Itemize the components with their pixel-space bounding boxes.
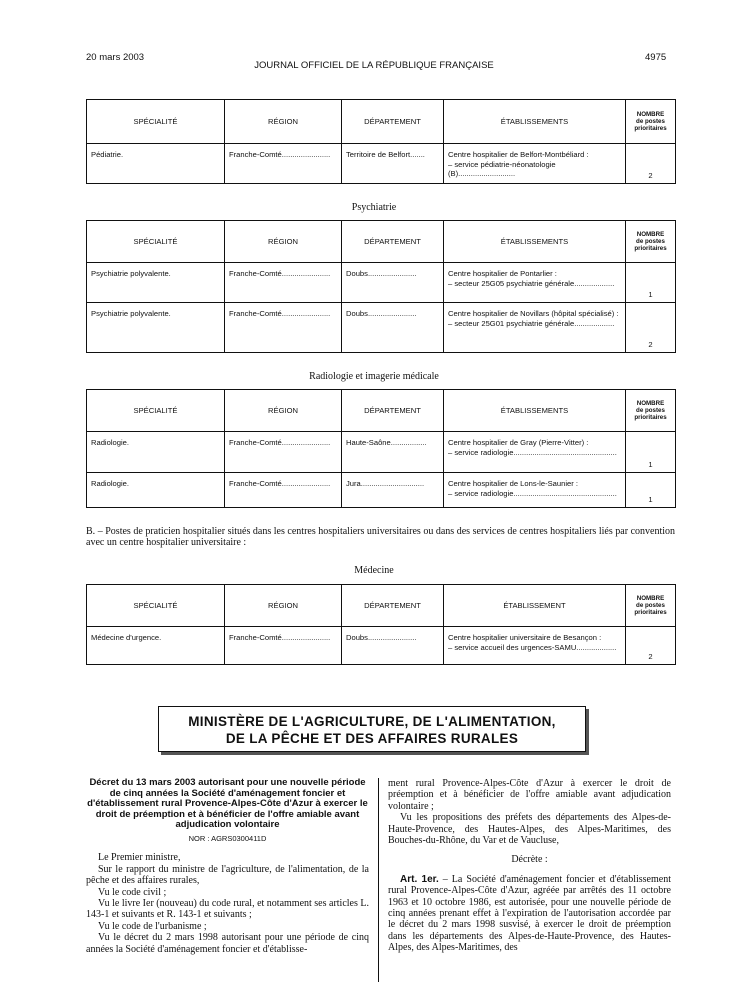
section-title-radiologie: Radiologie et imagerie médicale bbox=[309, 371, 439, 382]
ministry-line-2: DE LA PÊCHE ET DES AFFAIRES RURALES bbox=[225, 731, 519, 746]
cell-departement: Doubs....................... bbox=[342, 627, 444, 665]
cell-nombre: 2 bbox=[626, 627, 676, 665]
col-etablissements: ÉTABLISSEMENTS bbox=[444, 100, 626, 144]
cell-departement: Doubs....................... bbox=[342, 303, 444, 353]
table-row bbox=[87, 432, 676, 473]
cell-region: Franche-Comté....................... bbox=[225, 473, 342, 508]
article-1 bbox=[388, 874, 671, 954]
article-label: Art. 1er. bbox=[400, 873, 439, 885]
col-etablissement: ÉTABLISSEMENT bbox=[444, 585, 626, 627]
decree-paragraph: Vu le décret du 2 mars 1998 autorisant pour une période de cinq années la Société d'aménagement foncier et d'établisse- bbox=[86, 932, 369, 955]
cell-specialite: Pédiatrie. bbox=[87, 144, 225, 184]
decree-paragraph: Vu le livre Ier (nouveau) du code rural, et notamment ses articles L. 143-1 et suivants et R. 143-1 et suivants ; bbox=[86, 898, 369, 921]
col-specialite: SPÉCIALITÉ bbox=[87, 100, 225, 144]
table-pediatrie bbox=[86, 99, 676, 184]
col-departement: DÉPARTEMENT bbox=[342, 100, 444, 144]
cell-nombre: 2 bbox=[626, 144, 676, 184]
section-title-medecine: Médecine bbox=[354, 565, 394, 576]
header-date: 20 mars 2003 bbox=[86, 52, 145, 63]
decree-title: Décret du 13 mars 2003 autorisant pour une nouvelle période de cinq années la Société d'aménagement foncier et d'établissement rural Provence-Alpes-Côte d'Azur à exercer le droit de préemption et à bénéficier de l'offre amiable avant adjudication volontaire bbox=[87, 777, 368, 831]
cell-specialite: Radiologie. bbox=[87, 432, 225, 473]
col-region: RÉGION bbox=[225, 100, 342, 144]
cell-region: Franche-Comté....................... bbox=[225, 627, 342, 665]
cell-departement: Haute-Saône................. bbox=[342, 432, 444, 473]
col-specialite: SPÉCIALITÉ bbox=[87, 390, 225, 432]
decree-nor: NOR : AGRS0300411D bbox=[188, 833, 267, 843]
cell-specialite: Psychiatrie polyvalente. bbox=[87, 263, 225, 303]
column-divider bbox=[378, 778, 379, 982]
cell-departement: Jura.............................. bbox=[342, 473, 444, 508]
col-specialite: SPÉCIALITÉ bbox=[87, 221, 225, 263]
cell-nombre: 1 bbox=[626, 263, 676, 303]
decree-paragraph: Vu le code de l'urbanisme ; bbox=[98, 920, 207, 932]
table-row bbox=[87, 303, 676, 353]
cell-specialite: Psychiatrie polyvalente. bbox=[87, 303, 225, 353]
cell-etablissement: Centre hospitalier universitaire de Besançon : – service accueil des urgences-SAMU................... bbox=[444, 627, 626, 665]
cell-region: Franche-Comté....................... bbox=[225, 263, 342, 303]
col-region: RÉGION bbox=[225, 221, 342, 263]
col-nombre: NOMBRE de postes prioritaires bbox=[626, 221, 676, 263]
table-psychiatrie bbox=[86, 220, 676, 353]
col-region: RÉGION bbox=[225, 585, 342, 627]
decree-paragraph: Le Premier ministre, bbox=[98, 852, 181, 864]
table-row bbox=[87, 263, 676, 303]
table-medecine bbox=[86, 584, 676, 665]
table-row bbox=[87, 627, 676, 665]
ministry-line-1: MINISTÈRE DE L'AGRICULTURE, DE L'ALIMENTATION, bbox=[188, 714, 556, 729]
decree-paragraph: Vu les propositions des préfets des départements des Alpes-de-Haute-Provence, des Hautes-Alpes, des Alpes-Maritimes, des Bouches-du-Rhône, du Var et de Vaucluse, bbox=[388, 812, 671, 847]
decree-paragraph: Sur le rapport du ministre de l'agriculture, de l'alimentation, de la pêche et des affaires rurales, bbox=[86, 863, 369, 887]
page-number: 4975 bbox=[645, 52, 667, 63]
cell-etablissement: Centre hospitalier de Novillars (hôpital spécialisé) : – secteur 25G01 psychiatrie générale................... bbox=[444, 303, 626, 353]
table-radiologie bbox=[86, 389, 676, 508]
paragraph-b: B. – Postes de praticien hospitalier situés dans les centres hospitaliers universitaires ou dans des services de centres hospitaliers liés par convention avec un centre hospitalier universitaire : bbox=[86, 526, 675, 548]
decree-right-column bbox=[388, 778, 671, 954]
cell-etablissement: Centre hospitalier de Lons-le-Saunier : – service radiologie................................................. bbox=[444, 473, 626, 508]
decree-left-column bbox=[86, 778, 369, 955]
decree-paragraph: Vu le code civil ; bbox=[98, 886, 167, 898]
col-region: RÉGION bbox=[225, 390, 342, 432]
col-specialite: SPÉCIALITÉ bbox=[87, 585, 225, 627]
cell-region: Franche-Comté....................... bbox=[225, 303, 342, 353]
cell-nombre: 2 bbox=[626, 303, 676, 353]
article-text: – La Société d'aménagement foncier et d'établissement rural Provence-Alpes-Côte d'Azur, agréée par arrêtés des 11 octobre 1963 et 10 octobre 1986, est autorisée, pour une nouvelle période de cinq années prenant effet à l'expiration de l'autorisation accordée par le décret du 2 mars 1998 susvisé, à exercer le droit de préemption dans les départements des Alpes-de-Haute-Provence, des Hautes-Alpes, des Alpes-Maritimes, des bbox=[388, 873, 671, 954]
cell-region: Franche-Comté....................... bbox=[225, 432, 342, 473]
cell-etablissement: Centre hospitalier de Pontarlier : – secteur 25G05 psychiatrie générale................... bbox=[444, 263, 626, 303]
table-row bbox=[87, 473, 676, 508]
col-etablissements: ÉTABLISSEMENTS bbox=[444, 390, 626, 432]
decree-paragraph: ment rural Provence-Alpes-Côte d'Azur à exercer le droit de préemption et à bénéficier de l'offre amiable avant adjudication volontaire ; bbox=[388, 778, 671, 812]
col-departement: DÉPARTEMENT bbox=[342, 585, 444, 627]
col-nombre: NOMBRE de postes prioritaires bbox=[626, 100, 676, 144]
col-departement: DÉPARTEMENT bbox=[342, 390, 444, 432]
cell-nombre: 1 bbox=[626, 432, 676, 473]
cell-region: Franche-Comté....................... bbox=[225, 144, 342, 184]
cell-departement: Doubs....................... bbox=[342, 263, 444, 303]
table-row bbox=[87, 144, 676, 184]
col-etablissements: ÉTABLISSEMENTS bbox=[444, 221, 626, 263]
section-title-psychiatrie: Psychiatrie bbox=[351, 202, 397, 213]
cell-etablissement: Centre hospitalier de Belfort-Montbéliard : – service pédiatrie-néonatologie (B)........................... bbox=[444, 144, 626, 184]
decree-decrete: Décrète : bbox=[511, 854, 548, 866]
cell-departement: Territoire de Belfort....... bbox=[342, 144, 444, 184]
col-nombre: NOMBRE de postes prioritaires bbox=[626, 390, 676, 432]
cell-nombre: 1 bbox=[626, 473, 676, 508]
ministry-banner bbox=[158, 706, 586, 752]
journal-title: JOURNAL OFFICIEL DE LA RÉPUBLIQUE FRANÇAISE bbox=[254, 60, 494, 71]
col-departement: DÉPARTEMENT bbox=[342, 221, 444, 263]
col-nombre: NOMBRE de postes prioritaires bbox=[626, 585, 676, 627]
cell-specialite: Radiologie. bbox=[87, 473, 225, 508]
cell-specialite: Médecine d'urgence. bbox=[87, 627, 225, 665]
cell-etablissement: Centre hospitalier de Gray (Pierre-Vitter) : – service radiologie................................................. bbox=[444, 432, 626, 473]
